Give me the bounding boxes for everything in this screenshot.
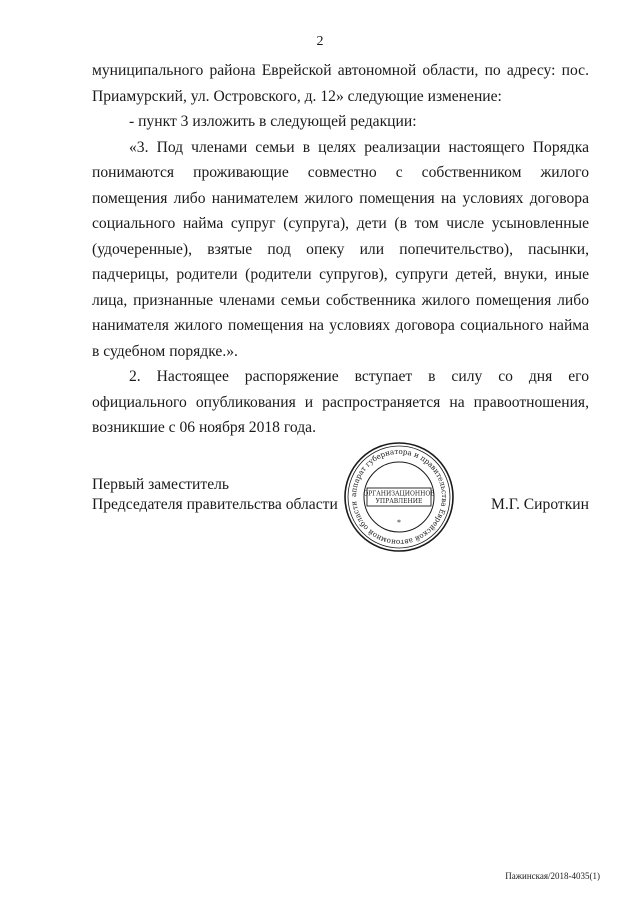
- document-reference: Пажинская/2018-4035(1): [505, 871, 600, 881]
- paragraph-item-3-text: «3. Под членами семьи в целях реализации настоящего Порядка понимаются проживающие совместно с собственником жилого помещения либо нанимателем жилого помещения на условиях договора социального найма супруг (супруга), дети (в том числе усыновленные (удочеренные), взятые под опеку или попечительство), пасынки, падчерицы, родители (родители супругов), супруги детей, внуки, иные лица, признанные членами семьи собственника жилого помещения либо нанимателя жилого помещения на условиях договора социального найма в судебном порядке.».: [92, 138, 589, 360]
- page-number: 2: [316, 34, 324, 49]
- paragraph-effective-date: 2. Настоящее распоряжение вступает в силу со дня его официального опубликования и распространяется на правоотношения, возникшие с 06 ноября 2018 года.: [92, 368, 589, 436]
- signer-title: [92, 475, 338, 515]
- stamp-ring-text: аппарат губернатора и правительства Еврейской автономной области: [348, 446, 450, 548]
- stamp-center-line-1: ОРГАНИЗАЦИОННОЕ: [363, 490, 435, 498]
- document-body: [92, 58, 589, 441]
- signer-title-line-2: Председателя правительства области: [92, 496, 338, 513]
- paragraph-intro: муниципального района Еврейской автономной области, по адресу: пос. Приамурский, ул. Островского, д. 12» следующие изменение:: [92, 62, 589, 105]
- signer-name: М.Г. Сироткин: [490, 496, 589, 513]
- signature-block: [92, 446, 589, 570]
- organizational-stamp: [342, 440, 456, 554]
- stamp-star-icon: *: [397, 518, 401, 527]
- stamp-center-line-2: УПРАВЛЕНИЕ: [375, 498, 423, 505]
- paragraph-item-instruction: - пункт 3 изложить в следующей редакции:: [129, 113, 417, 130]
- signer-title-line-1: Первый заместитель: [92, 476, 230, 493]
